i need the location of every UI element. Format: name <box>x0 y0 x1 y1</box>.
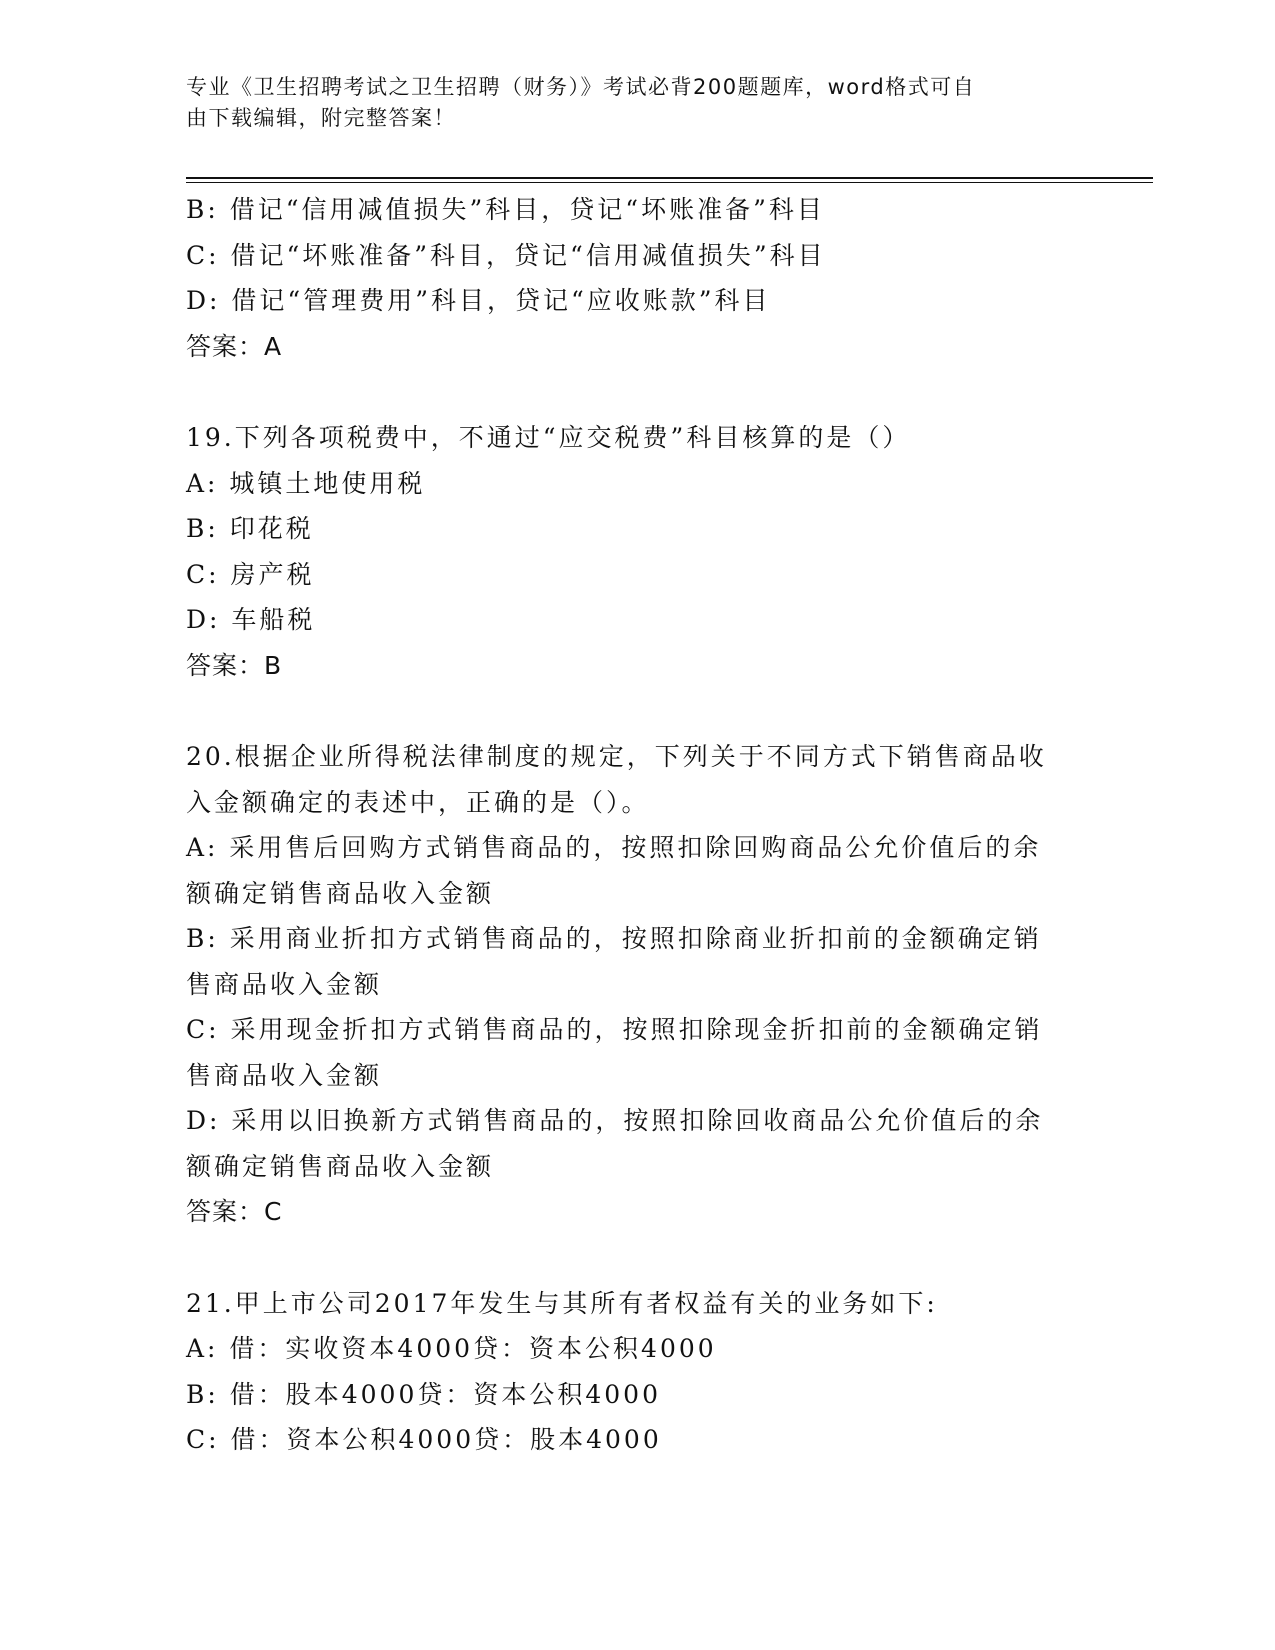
spacer <box>186 369 1076 415</box>
answer: 答案：A <box>186 331 283 361</box>
question-stem: 19.下列各项税费中，不通过“应交税费”科目核算的是（） <box>186 423 911 452</box>
document-header <box>186 72 1066 134</box>
question-21 <box>186 1281 1076 1463</box>
spacer <box>186 688 1076 734</box>
option-a-line-2: 额确定销售商品收入金额 <box>186 878 495 908</box>
option-b: B: 借：股本4000贷：资本公积4000 <box>186 1379 661 1409</box>
option-c: C: 房产税 <box>186 559 315 589</box>
answer: 答案：B <box>186 650 283 680</box>
question-stem-line-1: 20.根据企业所得税法律制度的规定，下列关于不同方式下销售商品收 <box>186 742 1047 771</box>
question-stem: 21.甲上市公司2017年发生与其所有者权益有关的业务如下: <box>186 1288 938 1318</box>
option-d-line-1: D: 采用以旧换新方式销售商品的，按照扣除回收商品公允价值后的余 <box>186 1106 1044 1135</box>
header-divider-thin <box>186 182 1153 183</box>
header-line-2: 由下载编辑，附完整答案！ <box>186 106 456 130</box>
option-c-line-2: 售商品收入金额 <box>186 1060 383 1090</box>
option-b: B: 印花税 <box>186 514 314 543</box>
option-a: A: 借：实收资本4000贷：资本公积4000 <box>186 1334 717 1363</box>
option-b: B: 借记“信用减值损失”科目，贷记“坏账准备”科目 <box>186 195 825 224</box>
question-18 <box>186 187 1076 369</box>
header-line-1: 专业《卫生招聘考试之卫生招聘（财务）》考试必背200题题库，word格式可自 <box>186 75 976 99</box>
header-divider-thick <box>186 177 1153 179</box>
option-d: D: 车船税 <box>186 605 316 634</box>
question-stem-line-2: 入金额确定的表述中，正确的是（）。 <box>186 787 650 817</box>
spacer <box>186 1235 1076 1281</box>
option-d-line-2: 额确定销售商品收入金额 <box>186 1151 495 1181</box>
question-19 <box>186 415 1076 688</box>
question-20 <box>186 734 1076 1235</box>
option-b-line-1: B: 采用商业折扣方式销售商品的，按照扣除商业折扣前的金额确定销 <box>186 924 1042 953</box>
option-d: D: 借记“管理费用”科目，贷记“应收账款”科目 <box>186 286 771 315</box>
option-c-line-1: C: 采用现金折扣方式销售商品的，按照扣除现金折扣前的金额确定销 <box>186 1015 1043 1044</box>
answer: 答案：C <box>186 1197 283 1226</box>
option-b-line-2: 售商品收入金额 <box>186 969 383 999</box>
option-c: C: 借记“坏账准备”科目，贷记“信用减值损失”科目 <box>186 240 826 270</box>
option-a: A: 城镇土地使用税 <box>186 468 426 498</box>
option-c: C: 借：资本公积4000贷：股本4000 <box>186 1425 662 1454</box>
question-list <box>186 187 1076 1463</box>
option-a-line-1: A: 采用售后回购方式销售商品的，按照扣除回购商品公允价值后的余 <box>186 833 1042 862</box>
